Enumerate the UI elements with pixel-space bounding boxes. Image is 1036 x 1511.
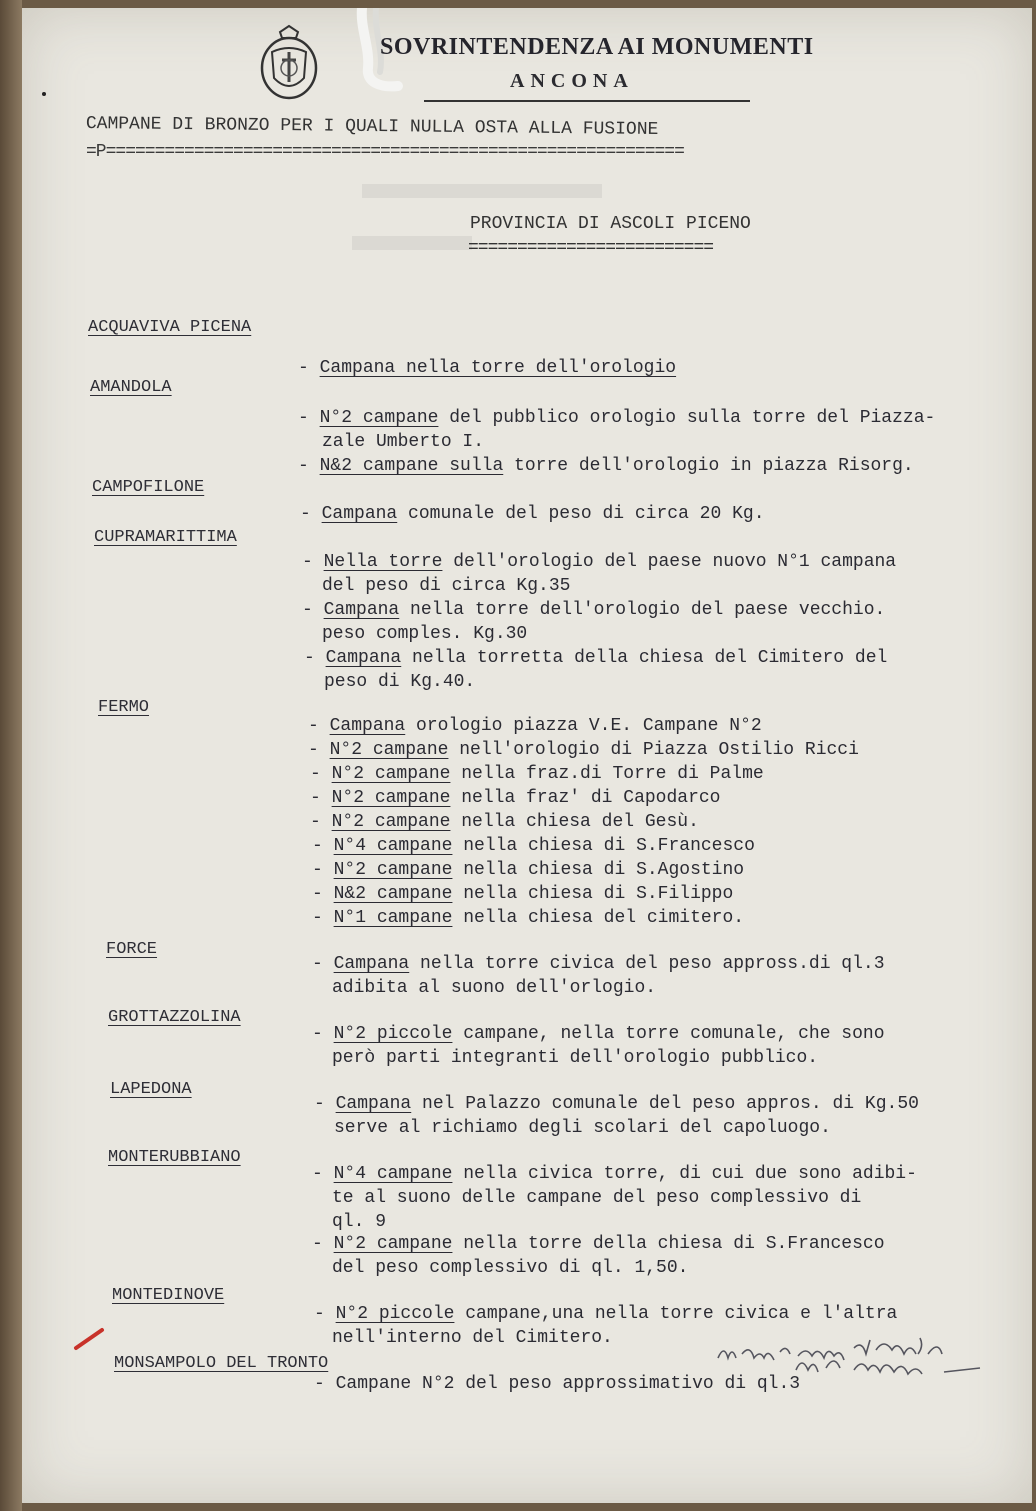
entry-text: nella fraz.di Torre di Palme (450, 764, 764, 784)
entry-item: Campana nella torre dell'orologio (319, 358, 677, 378)
bell-entry-line (308, 740, 859, 760)
bell-entry-line (314, 1304, 897, 1324)
entry-dash: - (314, 1094, 336, 1114)
city-heading: ANCONA (510, 70, 634, 92)
entry-item: N°4 campane (333, 836, 453, 856)
entry-item: N°2 campane (319, 408, 439, 428)
entry-item: Campana (333, 954, 410, 974)
entry-text: nella torre della chiesa di S.Francesco (452, 1234, 885, 1254)
bell-entry-line (298, 358, 676, 378)
bell-entry-line (302, 552, 896, 572)
entry-text: del peso di circa Kg.35 (322, 576, 571, 596)
entry-text: dell'orologio del paese nuovo N°1 campana (442, 552, 897, 572)
entry-text: nell'orologio di Piazza Ostilio Ricci (448, 740, 859, 760)
entry-text: campane,una nella torre civica e l'altra (454, 1304, 898, 1324)
bell-entry-line (312, 954, 885, 974)
entry-text: serve al richiamo degli scolari del capoluogo. (334, 1118, 831, 1138)
entry-item: N°1 campane (333, 908, 453, 928)
bell-entry-line (332, 1188, 861, 1208)
entry-dash: - (312, 1024, 334, 1044)
entry-text: ql. 9 (332, 1212, 387, 1232)
entry-dash: - (312, 1164, 334, 1184)
office-heading: SOVRINTENDENZA AI MONUMENTI (380, 34, 814, 60)
town-name: FORCE (106, 940, 158, 959)
entry-text: nel Palazzo comunale del peso appros. di Kg.50 (411, 1094, 919, 1114)
bell-entry-line (312, 1024, 885, 1044)
entry-item: N&2 campane sulla (319, 456, 504, 476)
bell-entry-line (332, 978, 656, 998)
bell-entry-line (322, 624, 527, 644)
town-name: CUPRAMARITTIMA (94, 528, 237, 547)
bell-entry-line (312, 1164, 917, 1184)
bell-entry-line (312, 884, 733, 904)
show-through (362, 184, 602, 198)
entry-item: Campana (323, 600, 400, 620)
entry-item: N°2 campane (333, 1234, 453, 1254)
entry-text: zale Umberto I. (322, 432, 485, 452)
entry-text: adibita al suono dell'orlogio. (332, 978, 657, 998)
entry-dash: - (312, 884, 334, 904)
entry-text: nella chiesa di S.Agostino (452, 860, 745, 880)
entry-text: orologio piazza V.E. Campane N°2 (405, 716, 762, 736)
ink-dot (42, 92, 46, 96)
entry-dash: - (312, 908, 334, 928)
entry-item: N°2 piccole (335, 1304, 455, 1324)
province-rule: ========================= (468, 238, 714, 258)
bell-entry-line (298, 456, 914, 476)
entry-item: N&2 campane (333, 884, 453, 904)
bell-entry-line (298, 408, 935, 428)
entry-item: Campana (321, 504, 398, 524)
document-title: CAMPANE DI BRONZO PER I QUALI NULLA OSTA ALLA FUSIONE (85, 114, 659, 140)
town-name: CAMPOFILONE (92, 478, 205, 497)
province-heading: PROVINCIA DI ASCOLI PICENO (470, 214, 751, 234)
bell-entry-line (310, 764, 764, 784)
town-name: LAPEDONA (110, 1080, 192, 1099)
entry-dash: - (308, 740, 330, 760)
entry-dash: - (312, 1234, 334, 1254)
entry-item: N°2 campane (329, 740, 449, 760)
entry-dash: - (298, 408, 320, 428)
town-name: GROTTAZZOLINA (108, 1008, 241, 1027)
red-check-mark (72, 1324, 108, 1352)
entry-item: N°2 campane (333, 860, 453, 880)
entry-text: Campane N°2 del peso approssimativo di ql.3 (335, 1374, 801, 1394)
entry-dash: - (302, 552, 324, 572)
bell-entry-line (322, 432, 484, 452)
entry-text: nella chiesa del cimitero. (452, 908, 745, 928)
bell-entry-line (332, 1258, 688, 1278)
entry-text: peso di Kg.40. (324, 672, 476, 692)
entry-text: nell'interno del Cimitero. (332, 1328, 613, 1348)
bell-entry-line (332, 1328, 613, 1348)
bell-entry-line (332, 1048, 818, 1068)
entry-item: N°2 campane (331, 788, 451, 808)
entry-text: nella civica torre, di cui due sono adibi- (452, 1164, 917, 1184)
bell-entry-line (310, 812, 699, 832)
entry-text: nella fraz' di Capodarco (450, 788, 721, 808)
entry-text: nella chiesa di S.Francesco (452, 836, 755, 856)
handwritten-note (714, 1330, 1014, 1378)
entry-item: Campana (329, 716, 406, 736)
entry-text: del pubblico orologio sulla torre del Piazza- (438, 408, 936, 428)
bell-entry-line (310, 788, 720, 808)
town-name: FERMO (98, 698, 150, 717)
town-name: ACQUAVIVA PICENA (88, 318, 252, 337)
folder-edge (0, 0, 22, 1511)
bell-entry-line (312, 860, 744, 880)
entry-dash: - (312, 836, 334, 856)
bell-entry-line (324, 672, 475, 692)
entry-dash: - (298, 358, 320, 378)
header-rule (424, 100, 750, 102)
entry-text: nella chiesa del Gesù. (450, 812, 699, 832)
bell-entry-line (332, 1212, 386, 1232)
coat-of-arms-emblem (258, 22, 320, 102)
town-name: AMANDOLA (90, 378, 172, 397)
entry-item: N°2 campane (331, 764, 451, 784)
bell-entry-line (308, 716, 762, 736)
entry-text: te al suono delle campane del peso complessivo di (332, 1188, 862, 1208)
entry-dash: - (308, 716, 330, 736)
entry-dash: - (300, 504, 322, 524)
document-page (22, 8, 1032, 1503)
bell-entry-line (334, 1118, 831, 1138)
bell-entry-line (304, 648, 887, 668)
town-name: MONTERUBBIANO (108, 1148, 241, 1167)
entry-dash: - (310, 764, 332, 784)
entry-text: torre dell'orologio in piazza Risorg. (503, 456, 914, 476)
bell-entry-line (300, 504, 765, 524)
entry-dash: - (302, 600, 324, 620)
town-name: MONSAMPOLO DEL TRONTO (114, 1354, 329, 1373)
entry-dash: - (310, 788, 332, 808)
entry-dash: - (310, 812, 332, 832)
entry-item: Campana (325, 648, 402, 668)
entry-item: N°2 piccole (333, 1024, 453, 1044)
entry-text: nella chiesa di S.Filippo (452, 884, 734, 904)
entry-dash: - (312, 954, 334, 974)
entry-dash: - (298, 456, 320, 476)
bell-entry-line (302, 600, 885, 620)
entry-text: campane, nella torre comunale, che sono (452, 1024, 885, 1044)
bell-entry-line (312, 836, 755, 856)
entry-dash: - (314, 1374, 336, 1394)
entry-text: nella torretta della chiesa del Cimitero del (401, 648, 888, 668)
entry-text: comunale del peso di circa 20 Kg. (397, 504, 765, 524)
bell-entry-line (312, 908, 744, 928)
entry-item: N°2 campane (331, 812, 451, 832)
entry-dash: - (312, 860, 334, 880)
entry-text: del peso complessivo di ql. 1,50. (332, 1258, 689, 1278)
show-through (352, 236, 472, 250)
title-rule: =P=========================================================== (86, 142, 684, 162)
town-name: MONTEDINOVE (112, 1286, 225, 1305)
bell-entry-line (322, 576, 570, 596)
entry-item: Nella torre (323, 552, 443, 572)
entry-text: però parti integranti dell'orologio pubblico. (332, 1048, 819, 1068)
entry-item: Campana (335, 1094, 412, 1114)
entry-dash: - (304, 648, 326, 668)
bell-entry-line (312, 1234, 885, 1254)
entry-text: nella torre civica del peso appross.di ql.3 (409, 954, 885, 974)
bell-entry-line (314, 1094, 919, 1114)
entry-text: peso comples. Kg.30 (322, 624, 528, 644)
entry-dash: - (314, 1304, 336, 1324)
entry-text: nella torre dell'orologio del paese vecchio. (399, 600, 886, 620)
entry-item: N°4 campane (333, 1164, 453, 1184)
